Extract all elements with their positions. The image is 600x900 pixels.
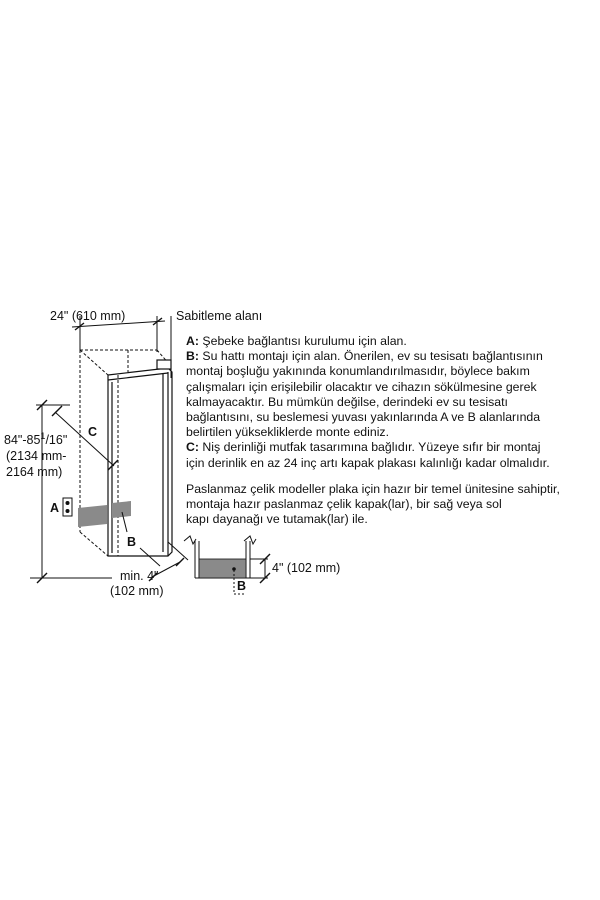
- shaded-connection-areas: [78, 501, 131, 527]
- legend-b-line: bağlantısını, su beslemesi yuvası yakınlarında A ve B alanlarında: [186, 410, 541, 425]
- legend-b: B: Su hattı montajı için alan. Önerilen, ev su tesisatı bağlantısının: [186, 349, 543, 364]
- legend-c: C: Niş derinliği mutfak tasarımına bağlıdır. Yüzeye sıfır bir montaj: [186, 440, 541, 455]
- legend-b-line: montaj boşluğu yakınında konumlandırılmasıdır, böylece bakım: [186, 364, 530, 379]
- legend-a: A: Şebeke bağlantısı kurulumu için alan.: [186, 334, 407, 348]
- height-mm-line-1: (2134 mm-: [6, 449, 67, 463]
- height-mm-line-2: 2164 mm): [6, 465, 63, 479]
- water-detail-view: [184, 536, 340, 594]
- label-c: C: [88, 425, 98, 439]
- label-a: A: [50, 501, 60, 515]
- note-line: kapı dayanağı ve tutamak(lar) ile.: [186, 512, 368, 527]
- detail-label-b: B: [237, 579, 247, 593]
- note-line: montaja hazır paslanmaz çelik kapak(lar), bir sağ veya sol: [186, 497, 502, 512]
- label-b-callout: [122, 512, 136, 549]
- detail-dimension-label: 4" (102 mm): [272, 561, 341, 575]
- min-depth-line-2: (102 mm): [110, 584, 164, 598]
- legend-b-line: kalmayacaktır. Bu mümkün değilse, derindeki ev su tesisatı: [186, 394, 508, 409]
- legend-c-line: için derinlik en az 24 inç artı kapak plakası kalınlığı kadar olmalıdır.: [186, 455, 550, 470]
- width-dimension: [50, 309, 165, 352]
- note-line: Paslanmaz çelik modeller plaka için hazır bir temel ünitesine sahiptir,: [186, 481, 560, 496]
- legend-b-line: çalışmaları için erişilebilir olacaktır ve cihazın sökülmesine gerek: [186, 379, 537, 394]
- height-label: $84"-85^1/16$": [4, 431, 68, 447]
- min-depth-dimension: [110, 542, 188, 598]
- label-b: B: [127, 535, 137, 549]
- legend-b-line: belirtilen yüksekliklerde monte ediniz.: [186, 425, 389, 440]
- width-dimension-label: 24" (610 mm): [50, 309, 126, 323]
- min-depth-line-1: min. 4": [120, 569, 159, 583]
- outlet-icon: [50, 498, 72, 516]
- mounting-area-label: Sabitleme alanı: [176, 309, 263, 323]
- legend-text: [186, 334, 596, 527]
